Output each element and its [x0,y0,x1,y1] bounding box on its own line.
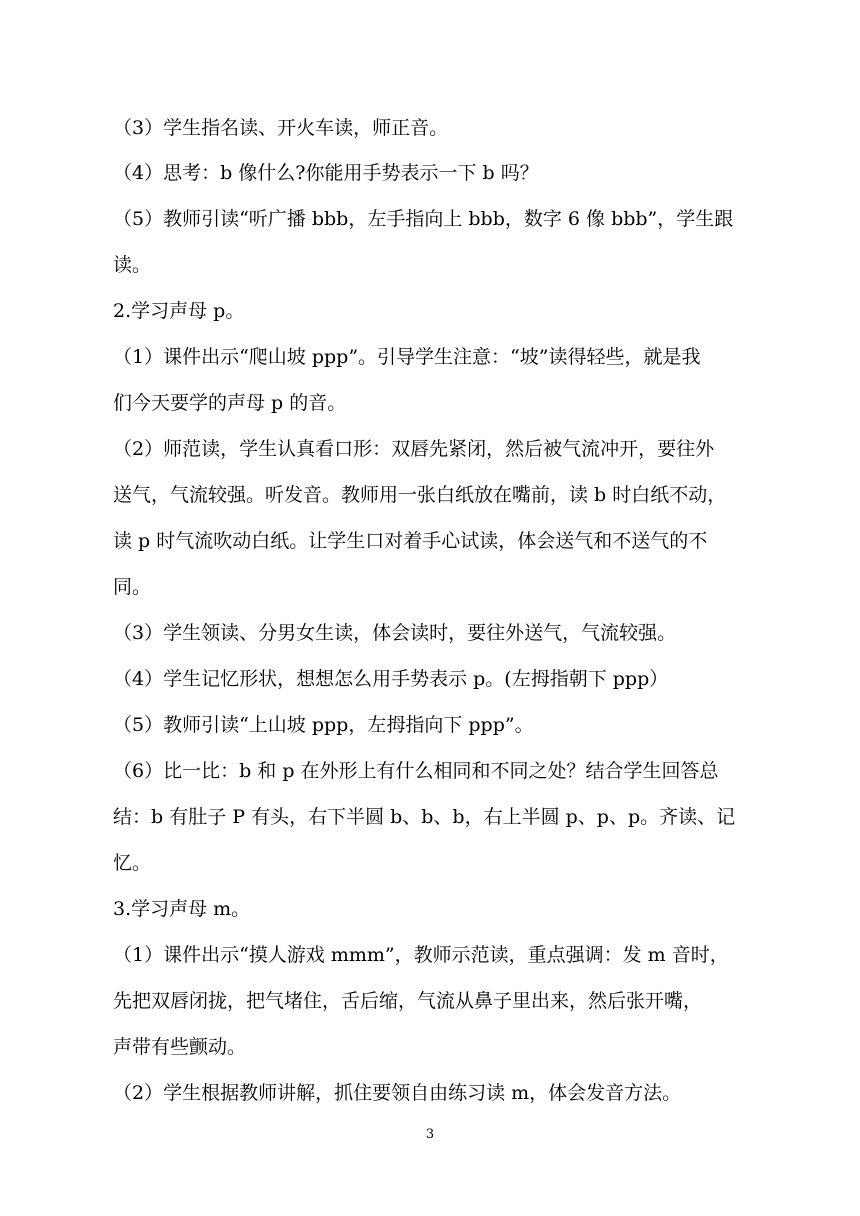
text-line: （4）思考：b 像什么?你能用手势表示一下 b 吗？ [113,162,539,184]
text-line: 读 p 时气流吹动白纸。让学生口对着手心试读，体会送气和不送气的不 [113,530,708,552]
text-line: （6）比一比：b 和 p 在外形上有什么相同和不同之处？结合学生回答总 [113,760,719,782]
text-line: 声带有些颤动。 [113,1036,247,1058]
section-heading: 3.学习声母 m。 [113,898,251,920]
text-line: 读。 [113,254,152,276]
text-line: （5）教师引读“上山坡 ppp，左拇指向下 ppp”。 [113,714,534,736]
text-line: （3）学生指名读、开火车读，师正音。 [113,117,449,139]
text-line: 先把双唇闭拢，把气堵住，舌后缩，气流从鼻子里出来，然后张开嘴， [113,990,703,1012]
text-line: （3）学生领读、分男女生读，体会读时，要往外送气，气流较强。 [113,622,677,644]
page-number: 3 [425,1127,435,1142]
section-heading: 2.学习声母 p。 [113,300,245,322]
text-line: （2）学生根据教师讲解，抓住要领自由练习读 m，体会发音方法。 [113,1082,682,1104]
text-line: 送气，气流较强。听发音。教师用一张白纸放在嘴前，读 b 时白纸不动， [113,484,727,506]
text-line: （1）课件出示“爬山坡 ppp”。引导学生注意：“坡”读得轻些，就是我 [113,346,701,368]
text-line: 同。 [113,576,152,598]
text-line: （2）师范读，学生认真看口形：双唇先紧闭，然后被气流冲开，要往外 [113,438,715,460]
text-line: 忆。 [113,852,152,874]
text-line: 们今天要学的声母 p 的音。 [113,392,347,414]
text-line: 结：b 有肚子 P 有头，右下半圆 b、b、b，右上半圆 p、p、p。齐读、记 [113,806,736,828]
text-line: （5）教师引读“听广播 bbb，左手指向上 bbb，数字 6 像 bbb”，学生跟 [113,208,734,230]
text-line: （4）学生记忆形状，想想怎么用手势表示 p。(左拇指朝下 ppp） [113,668,669,690]
text-line: （1）课件出示“摸人游戏 mmm”，教师示范读，重点强调：发 m 音时， [113,944,729,966]
